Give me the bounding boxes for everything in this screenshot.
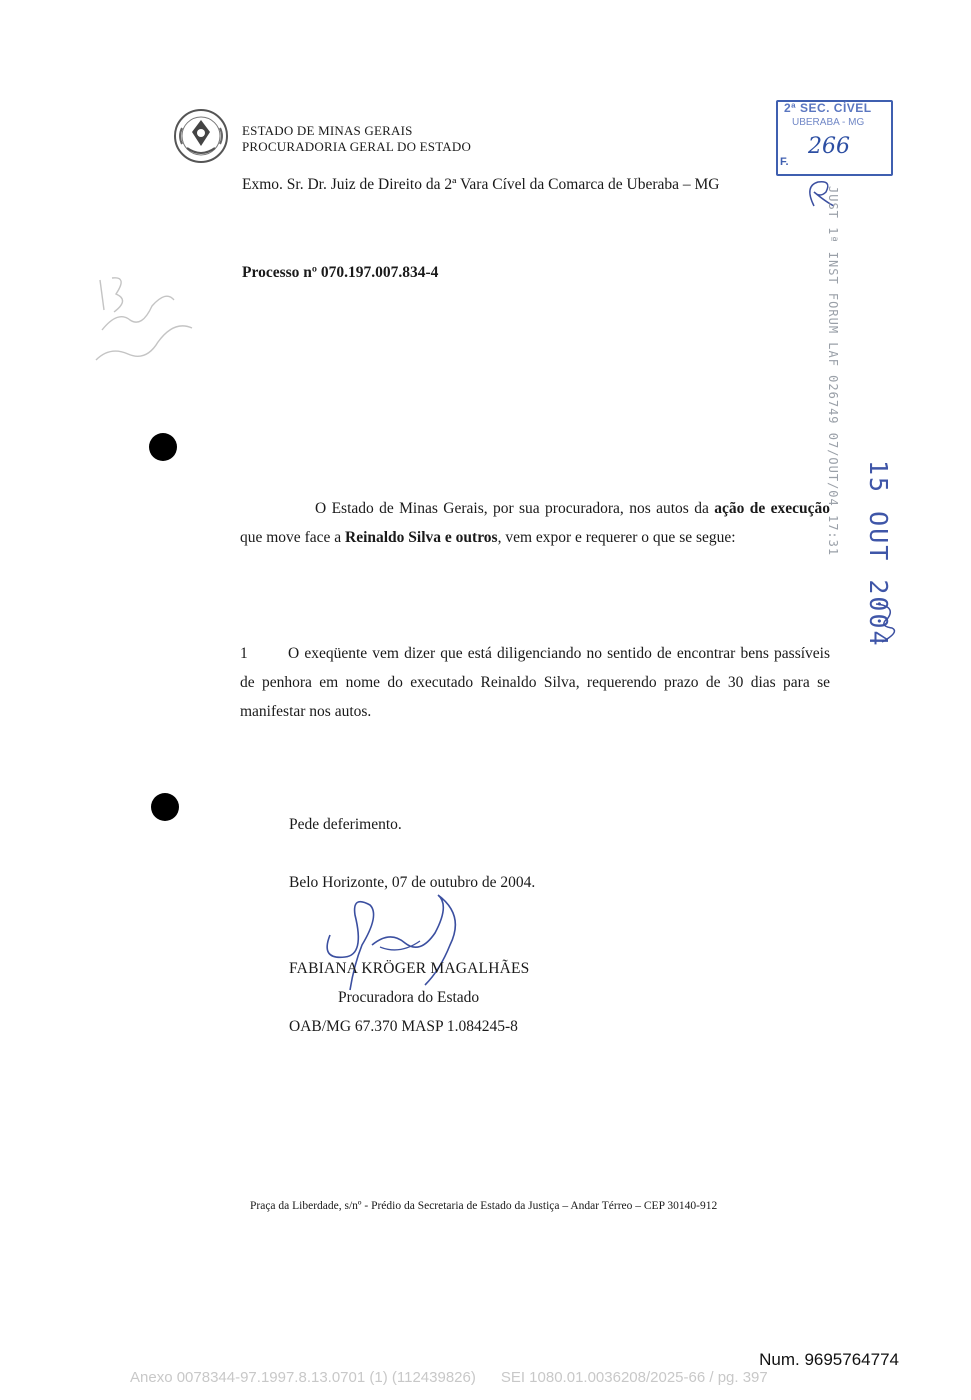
received-date-stamp: 15 OUT 2004 <box>864 460 893 648</box>
intro-text-1: O Estado de Minas Gerais, por sua procuradora, nos autos da <box>315 500 715 517</box>
process-number: Processo nº 070.197.007.834-4 <box>242 264 439 281</box>
stamp-city: UBERABA - MG <box>792 117 865 128</box>
place-date: Belo Horizonte, 07 de outubro de 2004. <box>289 874 536 891</box>
stamp-page-number: 266 <box>808 134 850 159</box>
protocol-stamp: JUST 1ª INST FORUM LAF 026749 07/OUT/04 17:31 <box>826 186 840 557</box>
document-id: Num. 9695764774 <box>759 1350 899 1369</box>
coat-of-arms-icon <box>172 106 230 166</box>
letterhead <box>242 123 471 155</box>
intro-bold-action: ação de execução <box>714 500 830 517</box>
closing: Pede deferimento. <box>289 816 402 833</box>
item-number: 1 <box>240 645 248 662</box>
signer-registration: OAB/MG 67.370 MASP 1.084245-8 <box>289 1018 518 1035</box>
letterhead-agency: PROCURADORIA GERAL DO ESTADO <box>242 139 472 154</box>
signer-role: Procuradora do Estado <box>338 989 480 1006</box>
stamp-section: 2ª SEC. CÍVEL <box>784 101 872 115</box>
punch-hole <box>149 433 177 461</box>
punch-hole <box>151 793 179 821</box>
margin-note <box>70 250 210 390</box>
list-item <box>240 639 830 726</box>
letterhead-state: ESTADO DE MINAS GERAIS <box>242 123 413 138</box>
intro-paragraph <box>240 494 830 552</box>
annex-reference: Anexo 0078344-97.1997.8.13.0701 (1) (112439826) SEI 1080.01.0036208/2025-66 / pg. 397 <box>130 1369 768 1386</box>
intro-text-2: que move face a <box>240 529 345 546</box>
signature <box>310 885 480 995</box>
initials-mark <box>868 598 902 644</box>
signer-name: FABIANA KRÖGER MAGALHÃES <box>289 960 530 977</box>
intro-bold-parties: Reinaldo Silva e outros <box>345 529 498 546</box>
stamp-f-label: F. <box>780 156 789 168</box>
intro-text-3: , vem expor e requerer o que se segue: <box>497 529 736 546</box>
item-text: O exeqüente vem dizer que está diligenciando no sentido de encontrar bens passíveis de penhora em nome do executado Reinaldo Silva, requerendo prazo de 30 dias para se manifestar nos autos. <box>240 645 830 720</box>
footer-address: Praça da Liberdade, s/nº - Prédio da Secretaria de Estado da Justiça – Andar Térreo – CEP 30140-912 <box>250 1200 718 1212</box>
addressee: Exmo. Sr. Dr. Juiz de Direito da 2ª Vara Cível da Comarca de Uberaba – MG <box>242 176 720 193</box>
